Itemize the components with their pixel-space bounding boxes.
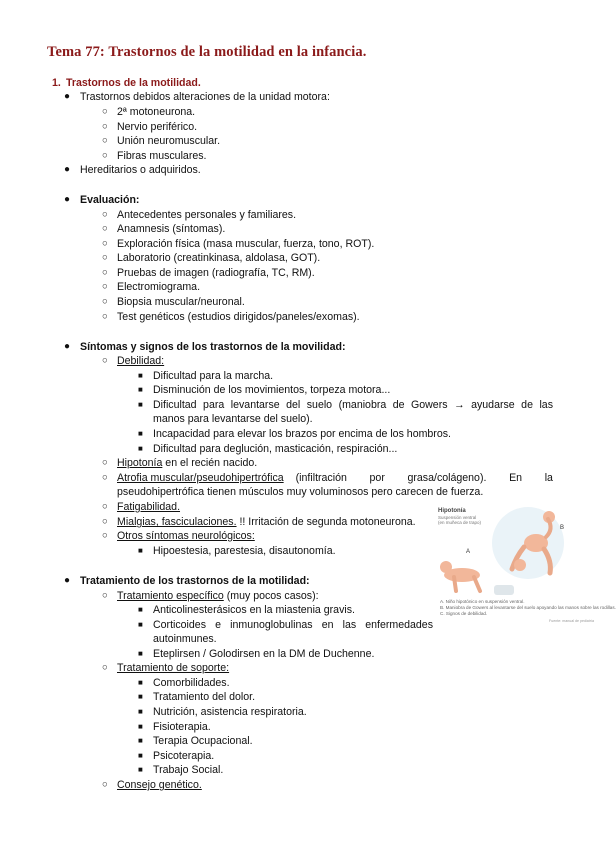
figure-sub2: (en muñeca de trapo) — [438, 520, 482, 525]
bullet-icon: ■ — [138, 620, 143, 629]
bullet-icon: ● — [64, 575, 71, 586]
bullet-icon: ○ — [102, 590, 108, 601]
list-item: Test genéticos (estudios dirigidos/paneles/exomas). — [117, 311, 360, 323]
list-item-continuation: autoinmunes. — [153, 633, 217, 645]
hipotonia-item — [117, 456, 257, 470]
bullet-icon: ● — [64, 341, 71, 352]
hipotonia-label: Hipotonía — [117, 457, 163, 469]
figure-caption-2: B. Maniobra de Gowers al levantarse del suelo apoyando las manos sobre las rodillas. — [440, 605, 616, 610]
bullet-icon: ○ — [102, 150, 108, 161]
figure-caption-3: C. Signos de debilidad. — [440, 611, 488, 616]
mialgias-label: Mialgias, fasciculaciones. — [117, 516, 237, 528]
list-item: Incapacidad para elevar los brazos por encima de los hombros. — [153, 428, 451, 440]
bullet-icon: ■ — [138, 444, 143, 453]
fatigabilidad-item: Fatigabilidad. — [117, 501, 181, 513]
list-item: Dificultad para deglución, masticación, respiración... — [153, 443, 398, 455]
list-item: Unión neuromuscular. — [117, 135, 221, 147]
diaper — [494, 585, 514, 595]
bullet-icon: ○ — [102, 252, 108, 263]
figure-letter-b: B — [560, 525, 565, 531]
list-item: Tratamiento del dolor. — [153, 691, 256, 703]
figure-label: Hipotonía — [438, 508, 466, 514]
bullet-icon: ■ — [138, 722, 143, 731]
bullet-icon: ○ — [102, 662, 108, 673]
atrofia-word: la — [544, 472, 553, 484]
bullet-icon: ○ — [102, 209, 108, 220]
list-item: Antecedentes personales y familiares. — [117, 209, 297, 221]
section-number: 1. — [52, 77, 61, 89]
bullet-icon: ○ — [102, 296, 108, 307]
bullet-icon: ○ — [102, 779, 108, 790]
list-item: Hereditarios o adquiridos. — [80, 164, 201, 176]
mialgias-item — [117, 515, 416, 529]
debilidad-label: Debilidad: — [117, 355, 165, 367]
atrofia-line2: pseudohipertrófica tienen músculos muy voluminosos pero carecen de fuerza. — [117, 486, 484, 498]
list-item: Trabajo Social. — [153, 764, 224, 776]
bullet-icon: ○ — [102, 311, 108, 322]
figure-sub1: Suspensión ventral — [438, 515, 477, 520]
bullet-icon: ■ — [138, 429, 143, 438]
list-item-continuation: manos para levantarse del suelo). — [153, 413, 313, 425]
bullet-icon: ■ — [138, 678, 143, 687]
bullet-icon: ■ — [138, 765, 143, 774]
atrofia-label: Atrofia muscular/pseudohipertrófica — [117, 472, 284, 484]
soporte-label: Tratamiento de soporte: — [117, 662, 230, 674]
especifico-label: Tratamiento específico — [117, 590, 224, 602]
bullet-icon: ○ — [102, 267, 108, 278]
bullet-icon: ■ — [138, 707, 143, 716]
list-item: Terapia Ocupacional. — [153, 735, 253, 747]
bullet-icon: ○ — [102, 238, 108, 249]
mialgias-text: !! Irritación de segunda motoneurona. — [236, 516, 416, 528]
list-item: Electromiograma. — [117, 281, 201, 293]
bullet-icon: ■ — [138, 736, 143, 745]
bullet-icon: ■ — [138, 385, 143, 394]
bullet-icon: ○ — [102, 457, 108, 468]
hipotonia-text: en el recién nacido. — [162, 457, 258, 469]
infant-head — [514, 559, 526, 571]
gowers-arm — [454, 577, 456, 591]
bullet-icon: ○ — [102, 355, 108, 366]
infant-illustration — [436, 505, 594, 597]
list-item: Anamnesis (síntomas). — [117, 223, 226, 235]
figure-source: Fuente: manual de pediatría — [549, 619, 594, 623]
bullet-icon: ○ — [102, 516, 108, 527]
list-item: Hipoestesia, parestesia, disautonomía. — [153, 545, 336, 557]
gowers-head — [440, 561, 452, 573]
atrofia-word: (infiltración — [295, 472, 347, 484]
atrofia-text — [296, 471, 553, 485]
list-item: Disminución de los movimientos, torpeza motora... — [153, 384, 391, 396]
list-item: Biopsia muscular/neuronal. — [117, 296, 245, 308]
bullet-icon: ● — [64, 91, 71, 102]
list-item: Fisioterapia. — [153, 721, 211, 733]
hipotonia-figure — [436, 505, 616, 625]
sintomas-heading: Síntomas y signos de los trastornos de la movilidad: — [80, 341, 346, 353]
list-item: Psicoterapia. — [153, 750, 215, 762]
list-item: Eteplirsen / Golodirsen en la DM de Duchenne. — [153, 648, 375, 660]
consejo-item: Consejo genético. — [117, 779, 202, 791]
list-item: Laboratorio (creatinkinasa, aldolasa, GOT). — [117, 252, 321, 264]
bullet-icon: ■ — [138, 371, 143, 380]
bullet-icon: ○ — [102, 281, 108, 292]
atrofia-item — [117, 471, 553, 485]
list-item: Trastornos debidos alteraciones de la unidad motora: — [80, 91, 330, 103]
bullet-icon: ■ — [138, 751, 143, 760]
bullet-icon: ■ — [138, 692, 143, 701]
bullet-icon: ○ — [102, 121, 108, 132]
bullet-icon: ○ — [102, 530, 108, 541]
tratamiento-heading: Tratamiento de los trastornos de la motilidad: — [80, 575, 310, 587]
list-item: Pruebas de imagen (radiografía, TC, RM). — [117, 267, 315, 279]
otros-label: Otros síntomas neurológicos: — [117, 530, 255, 542]
bullet-icon: ○ — [102, 223, 108, 234]
section-heading: Trastornos de la motilidad. — [66, 77, 201, 89]
list-item: 2ª motoneurona. — [117, 106, 196, 118]
list-item: Fibras musculares. — [117, 150, 207, 162]
bullet-icon: ■ — [138, 546, 143, 555]
bullet-icon: ● — [64, 164, 71, 175]
list-item: Exploración física (masa muscular, fuerza, tono, ROT). — [117, 238, 375, 250]
list-item: Comorbilidades. — [153, 677, 230, 689]
list-item: Nutrición, asistencia respiratoria. — [153, 706, 307, 718]
page-title: Tema 77: Trastornos de la motilidad en la infancia. — [47, 44, 367, 60]
bullet-icon: ○ — [102, 501, 108, 512]
list-item: Dificultad para la marcha. — [153, 370, 274, 382]
list-item: Dificultad para levantarse del suelo (maniobra de Gowers → ayudarse de las — [153, 399, 553, 411]
atrofia-word: por — [369, 472, 385, 484]
list-item: Nervio periférico. — [117, 121, 198, 133]
bullet-icon: ● — [64, 194, 71, 205]
list-item: Anticolinesterásicos en la miastenia gravis. — [153, 604, 355, 616]
list-item: Corticoides e inmunoglobulinas en las enfermedades — [153, 619, 433, 631]
bullet-icon: ■ — [138, 605, 143, 614]
bullet-icon: ■ — [138, 649, 143, 658]
bullet-icon: ○ — [102, 135, 108, 146]
bullet-icon: ○ — [102, 106, 108, 117]
especifico-text: (muy pocos casos): — [223, 590, 319, 602]
atrofia-word: grasa/colágeno). — [407, 472, 487, 484]
bullet-icon: ■ — [138, 400, 143, 409]
especifico-item — [117, 589, 319, 603]
atrofia-word: En — [509, 472, 523, 484]
figure-letter-a: A — [466, 549, 471, 555]
bullet-icon: ○ — [102, 472, 108, 483]
gowers-leg — [474, 577, 480, 591]
evaluacion-heading: Evaluación: — [80, 194, 140, 206]
figure-caption-1: A. Niño hipotónico en suspensión ventral. — [440, 599, 525, 604]
